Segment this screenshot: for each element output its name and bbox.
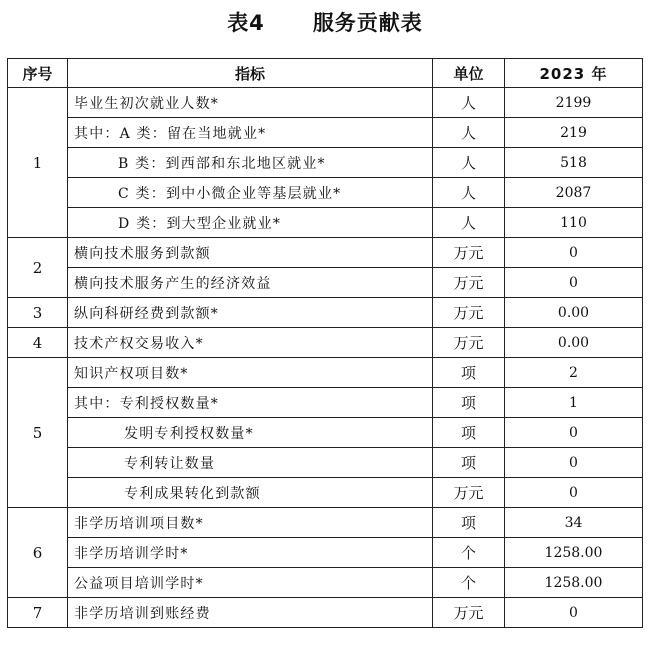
value-cell: 219 xyxy=(505,118,643,148)
table-row xyxy=(8,328,643,358)
table-row xyxy=(8,568,643,598)
value-cell: 0 xyxy=(505,598,643,628)
value-cell: 1 xyxy=(505,388,643,418)
unit-cell: 项 xyxy=(433,508,505,538)
seq-cell: 3 xyxy=(8,298,68,328)
table-row xyxy=(8,268,643,298)
value-cell: 110 xyxy=(505,208,643,238)
seq-cell: 2 xyxy=(8,238,68,298)
value-cell: 0 xyxy=(505,238,643,268)
indicator-cell: 非学历培训学时* xyxy=(68,538,433,568)
unit-cell: 人 xyxy=(433,88,505,118)
seq-cell: 7 xyxy=(8,598,68,628)
table-row xyxy=(8,538,643,568)
unit-cell: 项 xyxy=(433,448,505,478)
unit-cell: 项 xyxy=(433,388,505,418)
table-row xyxy=(8,598,643,628)
value-cell: 0 xyxy=(505,268,643,298)
service-contribution-table xyxy=(7,58,643,628)
value-cell: 2 xyxy=(505,358,643,388)
value-cell: 0.00 xyxy=(505,328,643,358)
value-cell: 1258.00 xyxy=(505,568,643,598)
header-seq: 序号 xyxy=(8,59,68,88)
indicator-cell: 横向技术服务产生的经济效益 xyxy=(68,268,433,298)
unit-cell: 万元 xyxy=(433,478,505,508)
table-row xyxy=(8,88,643,118)
table-title xyxy=(0,6,650,40)
unit-cell: 个 xyxy=(433,538,505,568)
seq-cell: 6 xyxy=(8,508,68,598)
header-indicator: 指标 xyxy=(68,59,433,88)
table-row xyxy=(8,418,643,448)
seq-cell: 5 xyxy=(8,358,68,508)
value-cell: 0 xyxy=(505,478,643,508)
indicator-cell: 专利转让数量 xyxy=(68,448,433,478)
unit-cell: 万元 xyxy=(433,238,505,268)
table-name: 服务贡献表 xyxy=(312,11,423,35)
value-cell: 0.00 xyxy=(505,298,643,328)
unit-cell: 项 xyxy=(433,418,505,448)
unit-cell: 万元 xyxy=(433,268,505,298)
indicator-cell: 其中：专利授权数量* xyxy=(68,388,433,418)
indicator-cell: 毕业生初次就业人数* xyxy=(68,88,433,118)
indicator-cell: 公益项目培训学时* xyxy=(68,568,433,598)
value-cell: 2087 xyxy=(505,178,643,208)
seq-cell: 1 xyxy=(8,88,68,238)
indicator-cell: 技术产权交易收入* xyxy=(68,328,433,358)
table-body xyxy=(8,88,643,628)
table-row xyxy=(8,298,643,328)
table-row xyxy=(8,448,643,478)
header-row xyxy=(8,59,643,88)
table-row xyxy=(8,478,643,508)
indicator-cell: 知识产权项目数* xyxy=(68,358,433,388)
unit-cell: 万元 xyxy=(433,598,505,628)
indicator-cell: 非学历培训项目数* xyxy=(68,508,433,538)
unit-cell: 人 xyxy=(433,178,505,208)
table-row xyxy=(8,118,643,148)
value-cell: 0 xyxy=(505,448,643,478)
table-row xyxy=(8,388,643,418)
unit-cell: 万元 xyxy=(433,298,505,328)
value-cell: 0 xyxy=(505,418,643,448)
table-row xyxy=(8,178,643,208)
header-unit: 单位 xyxy=(433,59,505,88)
value-cell: 1258.00 xyxy=(505,538,643,568)
value-cell: 2199 xyxy=(505,88,643,118)
value-cell: 518 xyxy=(505,148,643,178)
table-number: 表4 xyxy=(227,11,265,35)
unit-cell: 人 xyxy=(433,148,505,178)
unit-cell: 万元 xyxy=(433,328,505,358)
table-row xyxy=(8,358,643,388)
unit-cell: 人 xyxy=(433,208,505,238)
indicator-cell: C 类：到中小微企业等基层就业* xyxy=(68,178,433,208)
unit-cell: 人 xyxy=(433,118,505,148)
table-row xyxy=(8,238,643,268)
indicator-cell: 非学历培训到账经费 xyxy=(68,598,433,628)
value-cell: 34 xyxy=(505,508,643,538)
indicator-cell: 纵向科研经费到款额* xyxy=(68,298,433,328)
table-row xyxy=(8,208,643,238)
indicator-cell: 专利成果转化到款额 xyxy=(68,478,433,508)
seq-cell: 4 xyxy=(8,328,68,358)
indicator-cell: 发明专利授权数量* xyxy=(68,418,433,448)
indicator-cell: 横向技术服务到款额 xyxy=(68,238,433,268)
header-value: 2023 年 xyxy=(505,59,643,88)
table-row xyxy=(8,508,643,538)
indicator-cell: 其中：A 类：留在当地就业* xyxy=(68,118,433,148)
unit-cell: 个 xyxy=(433,568,505,598)
indicator-cell: B 类：到西部和东北地区就业* xyxy=(68,148,433,178)
indicator-cell: D 类：到大型企业就业* xyxy=(68,208,433,238)
table-row xyxy=(8,148,643,178)
unit-cell: 项 xyxy=(433,358,505,388)
